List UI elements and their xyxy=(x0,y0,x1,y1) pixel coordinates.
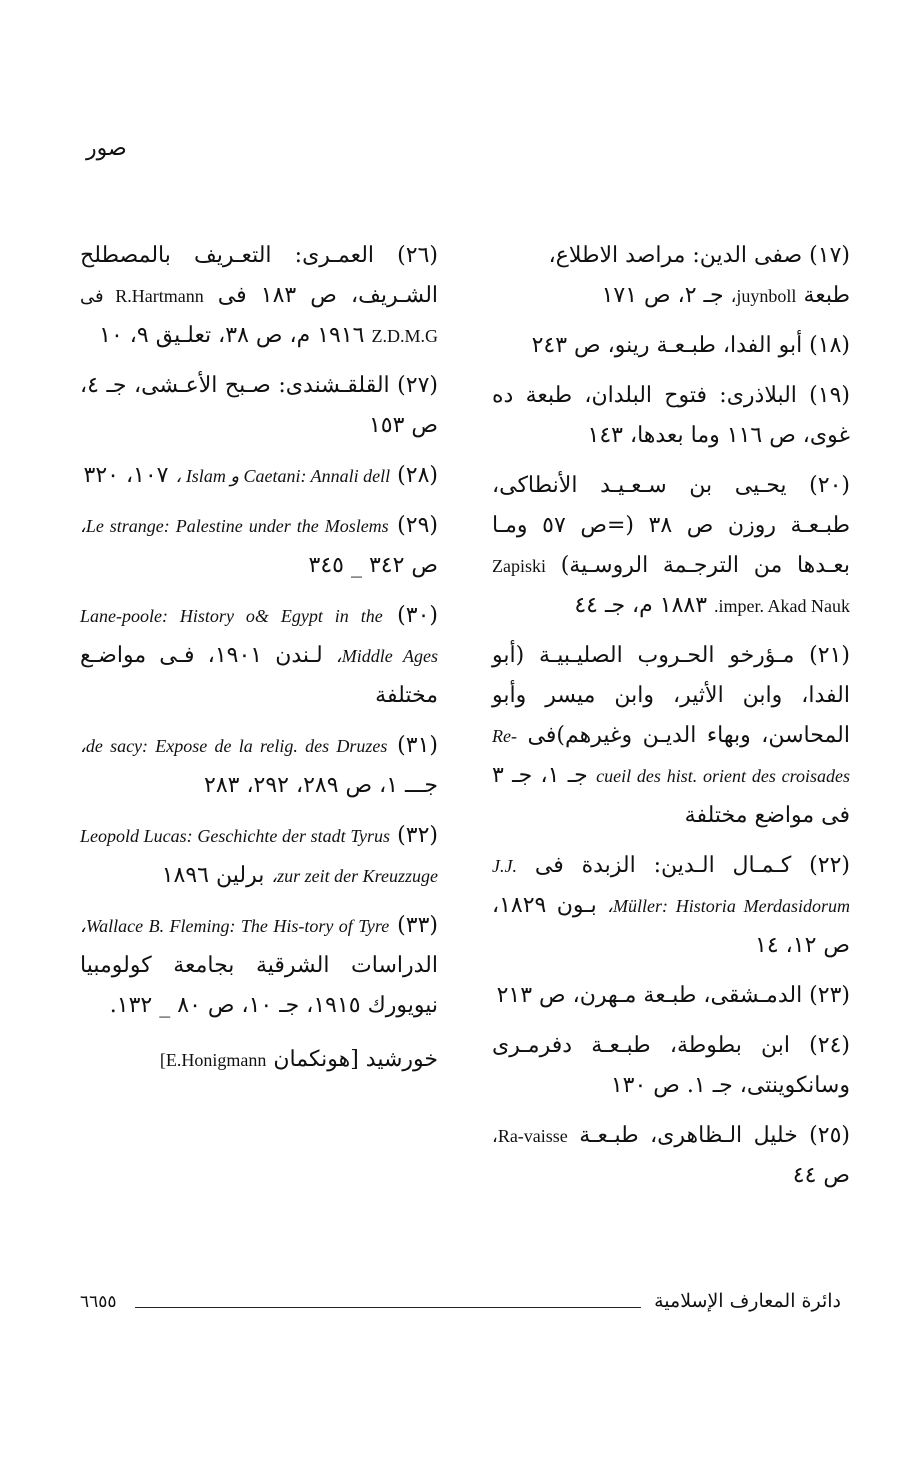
page-header-title: صور xyxy=(86,136,127,161)
note-27: (٢٧) القلقـشندى: صـبح الأعـشى، جـ ٤، ص ١٥٣ xyxy=(80,373,438,438)
footer-title: دائرة المعارف الإسلامية xyxy=(654,1290,841,1312)
note-26-latin: R.Hartmann فى Z.D.M.G xyxy=(80,286,438,346)
note-32-ar2: برلين ١٨٩٦ xyxy=(161,863,265,888)
note-30-ar2: لـندن ١٩٠١، فـى مواضـع مختلفة xyxy=(80,643,438,708)
note-17-line2 xyxy=(492,276,850,316)
left-column xyxy=(80,236,438,1090)
note-26-ar: (٢٦) العمـرى: التعـريف بالمصطلح الشـريف، ص ١٨٣ فى xyxy=(80,243,439,308)
note-19: (١٩) البلاذرى: فتوح البلدان، طبعة ده غوى، ص ١١٦ وما بعدها، ١٤٣ xyxy=(492,383,850,448)
note-33-latin: Wallace B. Fleming: The His-tory of Tyre، xyxy=(80,916,390,936)
note-22 xyxy=(492,846,850,966)
note-21-latin: Re-cueil des hist. orient des croisades xyxy=(492,726,850,786)
right-column xyxy=(492,236,850,1206)
note-30 xyxy=(80,596,438,716)
note-21-ar: (٢١) مـؤرخو الحـروب الصليـبيـة (أبو الفدا، وابن الأثير، وابن ميسر وأبو المحاسن، وبهاء الديـن وغيرهم)فى xyxy=(492,643,850,748)
note-23: (٢٣) الدمـشقى، طبـعة مـهرن، ص ٢١٣ xyxy=(496,983,850,1008)
note-22-latin: J.J. Müller: Historia Merdasidorum، xyxy=(492,856,850,916)
note-20-ar2: ١٨٨٣ م، جـ ٤٤ xyxy=(574,593,708,618)
note-32 xyxy=(80,816,438,896)
note-31-ar2: جـــ ١، ص ٢٨٩، ٢٩٢، ٢٨٣ xyxy=(204,773,438,798)
note-28-ar2: ١٠٧، ٣٢٠ xyxy=(83,463,169,488)
note-22-ar2: بـون ١٨٢٩، ص ١٢، ١٤ xyxy=(492,893,850,958)
note-22-ar: (٢٢) كـمـال الـدين: الزبدة فى xyxy=(534,853,851,878)
author-latin: E.Honigmann] xyxy=(159,1050,267,1070)
note-21 xyxy=(492,636,850,836)
note-33-ar2: الدراسات الشرقية بجامعة كولومبيا نيويورك ١٩١٥، جـ ١٠، ص ٨٠ _ ١٣٢. xyxy=(80,953,438,1018)
author-signature xyxy=(80,1040,438,1080)
note-30-latin: Lane-poole: History o& Egypt in the Middle Ages، xyxy=(80,606,439,666)
note-32-latin: Leopold Lucas: Geschichte der stadt Tyrus zur zeit der Kreuzzuge، xyxy=(80,826,438,886)
note-18: (١٨) أبو الفدا، طبـعـة رينو، ص ٢٤٣ xyxy=(531,333,850,358)
note-33 xyxy=(80,906,438,1026)
note-20-ar: (٢٠) يحـيى بن سـعـيـد الأنطاكى، طبـعـة روزن ص ٣٨ (=ص ٥٧ ومـا بعـدها من الترجـمة الروسـية) xyxy=(492,473,850,578)
note-26 xyxy=(80,236,438,356)
footer-rule xyxy=(135,1307,641,1308)
page-number: ٦٦٥٥ xyxy=(80,1292,117,1312)
note-29-ar: (٢٩) xyxy=(397,513,438,538)
note-25 xyxy=(492,1116,850,1196)
note-28-ar: (٢٨) xyxy=(397,463,438,488)
note-25-ar2: ص ٤٤ xyxy=(792,1163,850,1188)
note-29-ar2: ص ٣٤٢ _ ٣٤٥ xyxy=(308,553,438,578)
note-30-ar: (٣٠) xyxy=(397,603,438,628)
note-29-latin: Le strange: Palestine under the Moslems، xyxy=(80,516,389,536)
note-31-ar: (٣١) xyxy=(397,733,438,758)
note-20 xyxy=(492,466,850,626)
note-21-ar2: جـ ١، جـ ٣ فى مواضع مختلفة xyxy=(492,763,850,828)
note-20-latin: Zapiski imper. Akad Nauk. xyxy=(492,556,850,616)
note-32-ar: (٣٢) xyxy=(397,823,438,848)
note-17-latin: juynboll، xyxy=(730,286,797,306)
page-footer xyxy=(80,1290,841,1320)
note-24: (٢٤) ابن بطوطة، طبـعـة دفرمـرى وسانكوينتى، جـ ١. ص ١٣٠ xyxy=(492,1033,850,1098)
note-33-ar: (٣٣) xyxy=(397,913,438,938)
note-25-latin: Ra-vaisse، xyxy=(492,1126,568,1146)
note-25-ar: (٢٥) خليل الـظاهرى، طبـعـة xyxy=(579,1123,850,1148)
note-31 xyxy=(80,726,438,806)
note-26-ar2: ١٩١٦ م، ص ٣٨، تعلـيق ٩، ١٠ xyxy=(99,323,365,348)
note-29 xyxy=(80,506,438,586)
note-31-latin: de sacy: Expose de la relig. des Druzes، xyxy=(80,736,388,756)
note-28 xyxy=(80,456,438,496)
note-17-ar: طبعة xyxy=(803,283,850,308)
note-28-latin: Caetani: Annali dell و Islam ، xyxy=(175,466,391,486)
note-17-ar2: جـ ٢، ص ١٧١ xyxy=(601,283,724,308)
note-17 xyxy=(492,236,850,316)
author-ar: خورشيد [هونكمان xyxy=(273,1047,438,1072)
note-17-line1: (١٧) صفى الدين: مراصد الاطلاع، xyxy=(548,243,850,268)
